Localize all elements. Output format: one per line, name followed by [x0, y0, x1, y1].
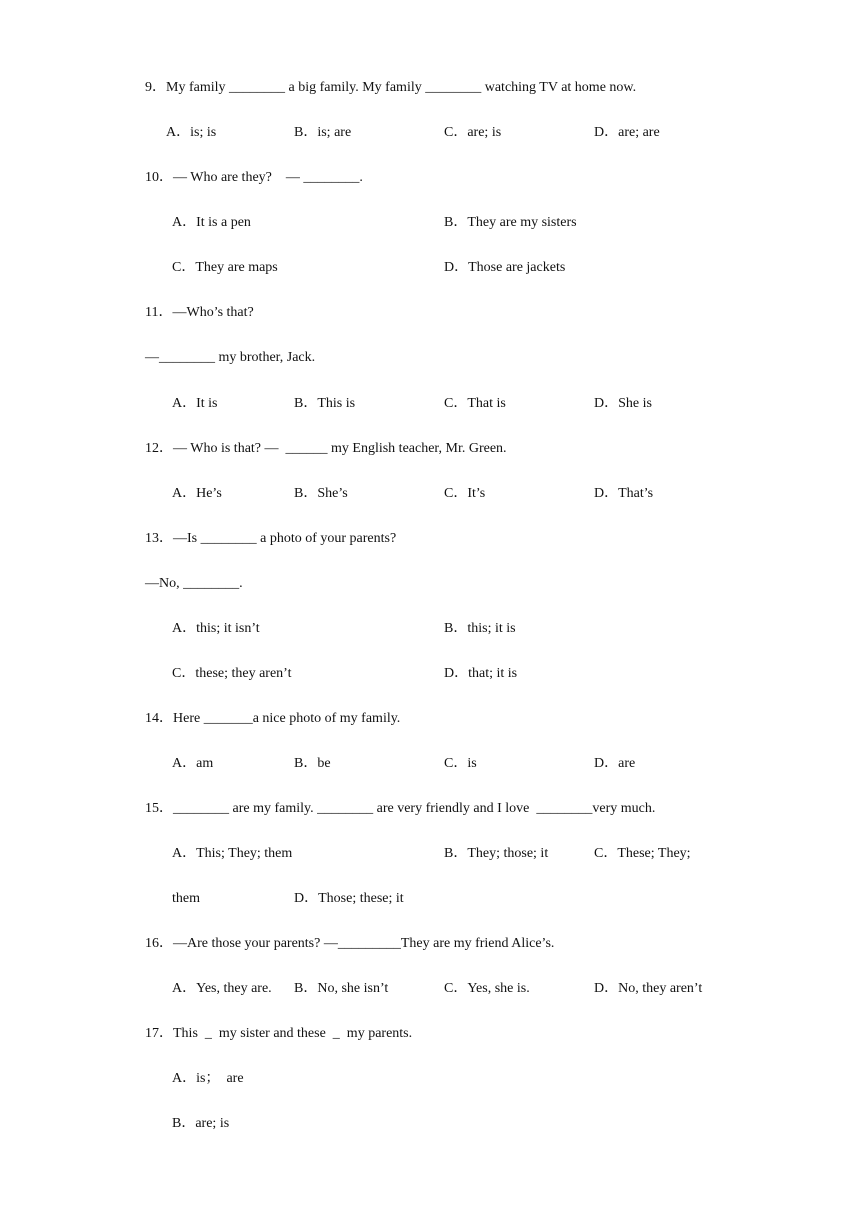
question-10-stem: 10．— Who are they? — ________.: [145, 170, 363, 185]
q13-option-d[interactable]: D．that; it is: [444, 666, 518, 681]
q15-option-c-continued[interactable]: them: [172, 891, 200, 906]
q9-option-b[interactable]: B．is; are: [294, 125, 352, 140]
q10-option-c[interactable]: C．They are maps: [172, 260, 278, 275]
q14-option-c[interactable]: C．is: [444, 756, 477, 771]
q10-option-b[interactable]: B．They are my sisters: [444, 215, 577, 230]
q13-option-c[interactable]: C．these; they aren’t: [172, 666, 292, 681]
q9-option-a[interactable]: A．is; is: [166, 125, 217, 140]
q14-option-d[interactable]: D．are: [594, 756, 636, 771]
q16-option-d[interactable]: D．No, they aren’t: [594, 981, 703, 996]
question-9-stem: 9．My family ________ a big family. My family ________ watching TV at home now.: [145, 80, 637, 95]
q10-option-d[interactable]: D．Those are jackets: [444, 260, 566, 275]
q13-option-b[interactable]: B．this; it is: [444, 621, 516, 636]
q12-option-c[interactable]: C．It’s: [444, 486, 486, 501]
q11-option-c[interactable]: C．That is: [444, 396, 506, 411]
question-11-stem: 11．—Who’s that?: [145, 305, 254, 320]
q17-option-b[interactable]: B．are; is: [172, 1116, 230, 1131]
question-11-stem-2: —________ my brother, Jack.: [145, 350, 316, 365]
question-13-stem: 13．—Is ________ a photo of your parents?: [145, 531, 397, 546]
q16-option-c[interactable]: C．Yes, she is.: [444, 981, 530, 996]
q12-option-a[interactable]: A．He’s: [172, 486, 222, 501]
q14-option-b[interactable]: B．be: [294, 756, 331, 771]
question-12-stem: 12．— Who is that? — ______ my English teacher, Mr. Green.: [145, 441, 507, 456]
q10-option-a[interactable]: A．It is a pen: [172, 215, 251, 230]
q14-option-a[interactable]: A．am: [172, 756, 214, 771]
q15-option-d[interactable]: D．Those; these; it: [294, 891, 404, 906]
q16-option-a[interactable]: A．Yes, they are.: [172, 981, 272, 996]
q11-option-d[interactable]: D．She is: [594, 396, 652, 411]
q15-option-b[interactable]: B．They; those; it: [444, 846, 549, 861]
q15-option-a[interactable]: A．This; They; them: [172, 846, 293, 861]
q17-option-a[interactable]: A．is； are: [172, 1071, 244, 1086]
question-14-stem: 14．Here _______a nice photo of my family.: [145, 711, 401, 726]
q16-option-b[interactable]: B．No, she isn’t: [294, 981, 389, 996]
q12-option-d[interactable]: D．That’s: [594, 486, 654, 501]
q9-option-d[interactable]: D．are; are: [594, 125, 660, 140]
q11-option-a[interactable]: A．It is: [172, 396, 218, 411]
question-16-stem: 16．—Are those your parents? —_________They are my friend Alice’s.: [145, 936, 555, 951]
q15-option-c[interactable]: C．These; They;: [594, 846, 691, 861]
q11-option-b[interactable]: B．This is: [294, 396, 356, 411]
q12-option-b[interactable]: B．She’s: [294, 486, 348, 501]
question-15-stem: 15．________ are my family. ________ are very friendly and I love ________very much.: [145, 801, 656, 816]
question-17-stem: 17．This _ my sister and these _ my parents.: [145, 1026, 413, 1041]
q9-option-c[interactable]: C．are; is: [444, 125, 502, 140]
question-13-stem-2: —No, ________.: [145, 576, 243, 591]
q13-option-a[interactable]: A．this; it isn’t: [172, 621, 260, 636]
